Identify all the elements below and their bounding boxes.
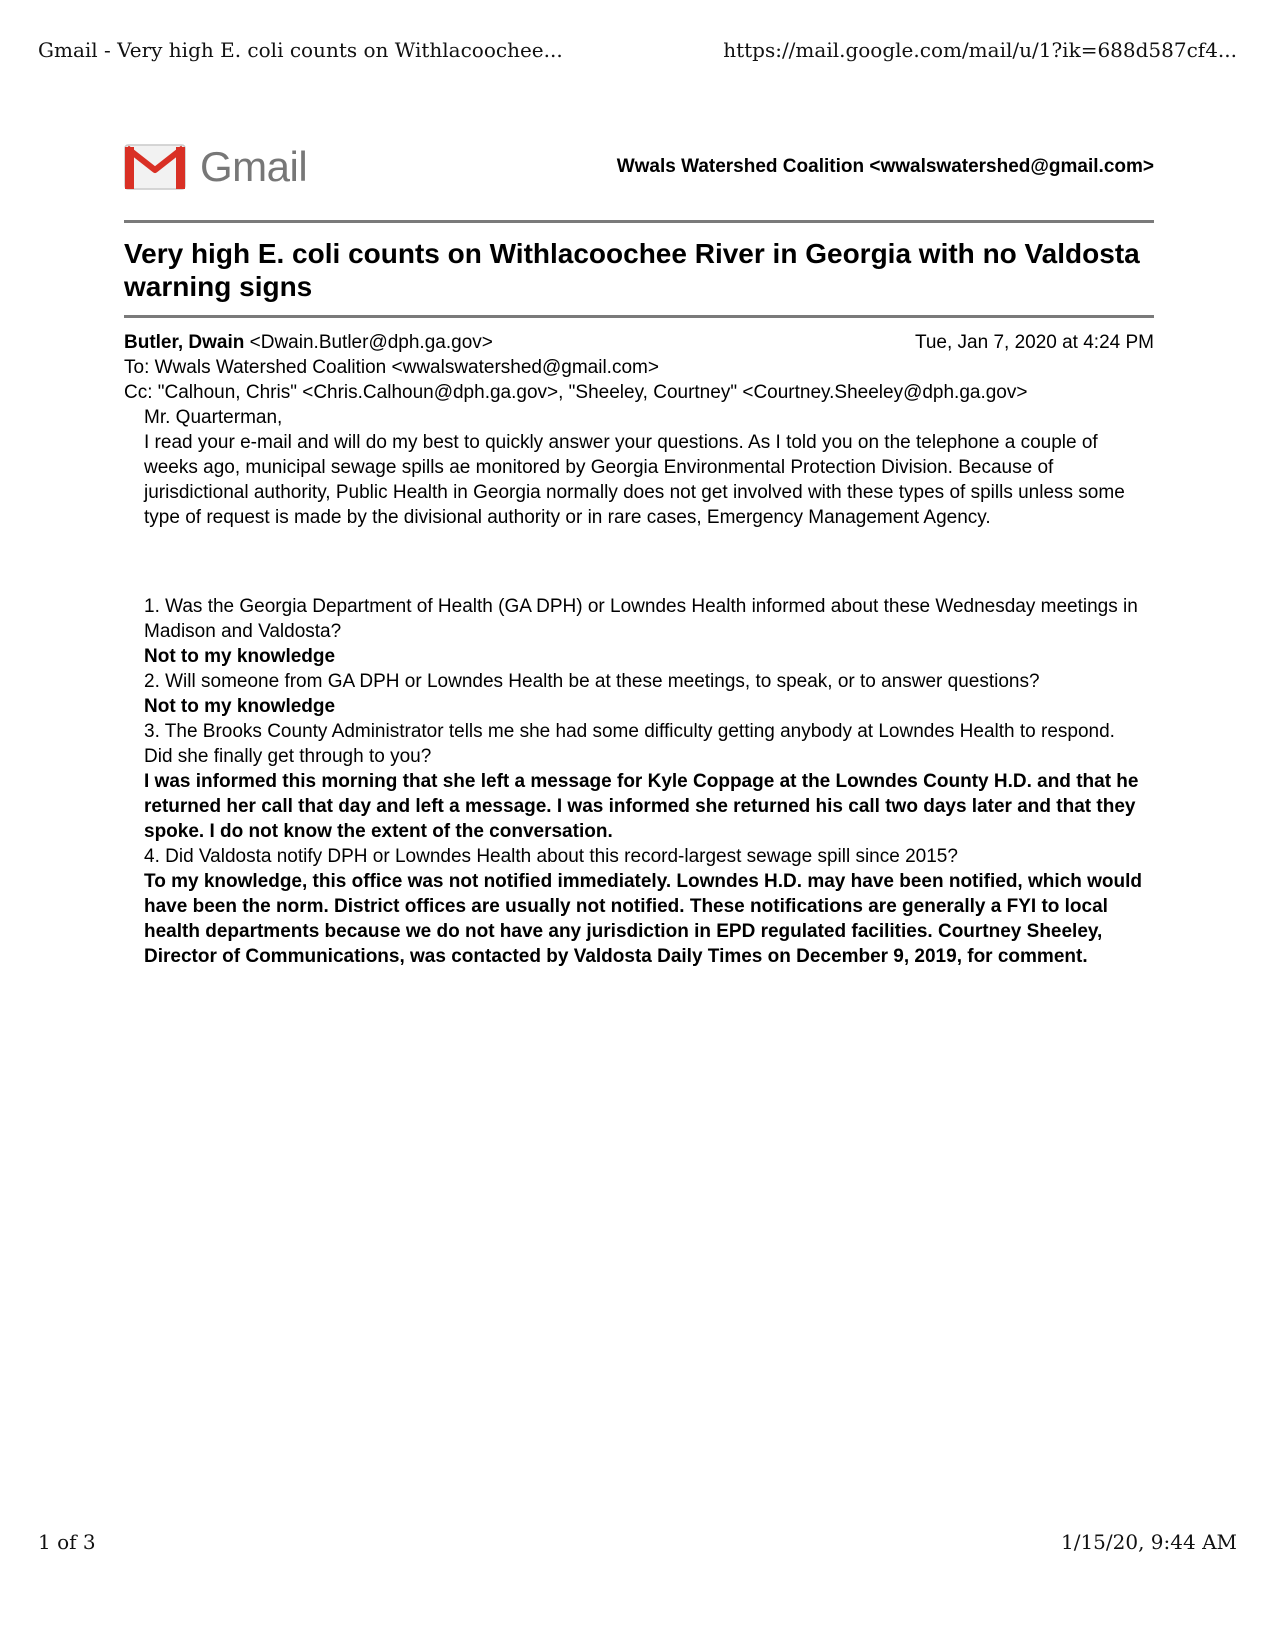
intro-paragraph: I read your e-mail and will do my best to quickly answer your questions. As I told you on the telephone a couple of weeks ago, municipal sewage spills ae monitored by Georgia Environmental Protection Division. Because of jurisdictional authority, Public Health in Georgia normally does not get involved with these types of spills unless some type of request is made by the divisional authority or in rare cases, Emergency Management Agency. <box>144 432 1125 528</box>
message-date: Tue, Jan 7, 2020 at 4:24 PM <box>914 332 1154 353</box>
gmail-logo <box>124 144 307 190</box>
to-line: To: Wwals Watershed Coalition <wwalswatershed@gmail.com> <box>124 357 659 378</box>
email-sheet <box>124 140 1154 969</box>
question-3: 3. The Brooks County Administrator tells me she had some difficulty getting anybody at Lowndes Health to respond. Did she finally get through to you? <box>144 721 1115 767</box>
print-footer <box>38 1530 1237 1554</box>
message-header <box>124 330 1154 405</box>
page-number: 1 of 3 <box>38 1530 96 1554</box>
answer-2: Not to my knowledge <box>144 696 336 717</box>
answer-1: Not to my knowledge <box>144 646 336 667</box>
sender <box>124 330 493 355</box>
print-page-title: Gmail - Very high E. coli counts on Withlacoochee... <box>38 38 563 62</box>
divider <box>124 315 1154 318</box>
answer-3: I was informed this morning that she left a message for Kyle Coppage at the Lowndes County H.D. and that he returned her call that day and left a message. I was informed she returned his call two days later and that they spoke. I do not know the extent of the conversation. <box>144 771 1139 842</box>
print-header <box>38 38 1237 62</box>
print-page-url: https://mail.google.com/mail/u/1?ik=688d587cf4... <box>723 38 1237 62</box>
gmail-envelope-icon <box>124 144 186 190</box>
sender-name: Butler, Dwain <box>124 332 245 353</box>
email-subject: Very high E. coli counts on Withlacoochee River in Georgia with no Valdosta warning signs <box>124 238 1140 302</box>
greeting: Mr. Quarterman, <box>144 407 283 428</box>
sender-email: <Dwain.Butler@dph.ga.gov> <box>249 332 493 353</box>
message-body <box>144 405 1144 969</box>
question-4: 4. Did Valdosta notify DPH or Lowndes Health about this record-largest sewage spill since 2015? <box>144 846 958 867</box>
brand-row <box>124 140 1154 194</box>
answer-4: To my knowledge, this office was not notified immediately. Lowndes H.D. may have been notified, which would have been the norm. District offices are usually not notified. These notifications are generally a FYI to local health departments because we do not have any jurisdiction in EPD regulated facilities. Courtney Sheeley, Director of Communications, was contacted by Valdosta Daily Times on December 9, 2019, for comment. <box>144 871 1142 967</box>
gmail-wordmark: Gmail <box>200 143 308 190</box>
account-label: Wwals Watershed Coalition <wwalswatershed@gmail.com> <box>616 156 1154 177</box>
divider <box>124 220 1154 223</box>
question-2: 2. Will someone from GA DPH or Lowndes Health be at these meetings, to speak, or to answer questions? <box>144 671 1040 692</box>
cc-line: Cc: "Calhoun, Chris" <Chris.Calhoun@dph.ga.gov>, "Sheeley, Courtney" <Courtney.Sheeley@dph.ga.gov> <box>124 382 1028 403</box>
question-1: 1. Was the Georgia Department of Health (GA DPH) or Lowndes Health informed about these Wednesday meetings in Madison and Valdosta? <box>144 596 1138 642</box>
print-timestamp: 1/15/20, 9:44 AM <box>1060 1530 1237 1554</box>
